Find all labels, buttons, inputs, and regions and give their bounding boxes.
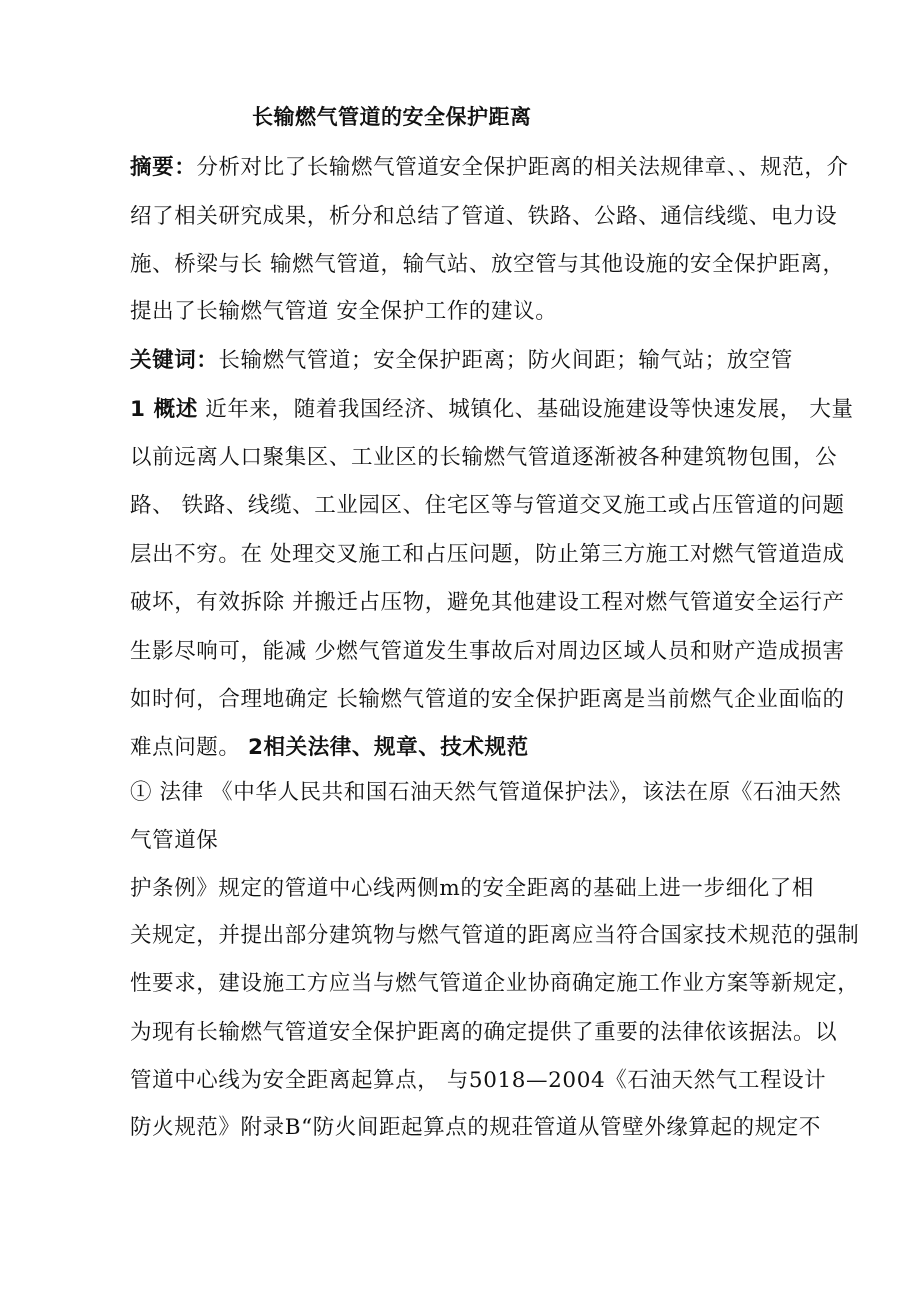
section1-line-3: 路、 铁路、线缆、工业园区、住宅区等与管道交叉施工或占压管道的问题 — [130, 493, 845, 518]
abstract-text-1: 分析对比了长输燃气管道安全保护距离的相关法规律章、、规范，介 — [196, 155, 849, 180]
document-title: 长输燃气管道的安全保护距离 — [252, 105, 532, 129]
section1-text-8: 难点问题。 — [130, 735, 248, 760]
abstract-line-3: 施、桥梁与长 输燃气管道，输气站、放空管与其他设施的安全保护距离， — [130, 252, 845, 277]
abstract-line-4: 提出了长输燃气管道 安全保护工作的建议。 — [130, 299, 558, 324]
section2-heading: 2相关法律、规章、技术规范 — [247, 735, 529, 760]
section1-text-1: 近年来，随着我国经济、城镇化、基础设施建设等快速发展， 大量 — [197, 397, 854, 422]
section1-line-5: 破坏，有效拆除 并搬迁占压物，避免其他建设工程对燃气管道安全运行产 — [130, 590, 845, 615]
section1-line-4: 层出不穷。在 处理交叉施工和占压问题，防止第三方施工对燃气管道造成 — [130, 542, 845, 567]
section2-line-5: 性要求，建设施工方应当与燃气管道企业协商确定施工作业方案等新规定， — [130, 971, 860, 996]
section2-line-3: 护条例》规定的管道中心线两侧m的安全距离的基础上进一步细化了相 — [130, 876, 814, 901]
section2-line-2: 气管道保 — [130, 828, 219, 853]
abstract-line-1 — [130, 150, 849, 181]
section2-line-8: 防火规范》附录B“防火间距起算点的规荘管道从管壁外缘算起的规定不 — [130, 1115, 821, 1140]
section1-heading: 1 概述 — [130, 397, 198, 422]
section1-line-7: 如时何，合理地确定 长输燃气管道的安全保护距离是当前燃气企业面临的 — [130, 687, 845, 712]
section2-line-1: ① 法律 《中华人民共和国石油天然气管道保护法》，该法在原《石油天然 — [130, 780, 842, 805]
abstract-line-2: 绍了相关研究成果，析分和总结了管道、铁路、公路、通信线缆、电力设 — [130, 204, 838, 229]
keywords-line — [130, 343, 793, 374]
section2-line-4: 关规定，并提出部分建筑物与燃气管道的距离应当符合国家技术规范的强制 — [130, 923, 860, 948]
abstract-label: 摘要： — [130, 155, 197, 180]
section1-line-2: 以前远离人口聚集区、工业区的长输燃气管道逐渐被各种建筑物包围，公 — [130, 445, 838, 470]
keywords-text: 长输燃气管道；安全保护距离；防火间距；输气站；放空管 — [218, 348, 794, 373]
section2-line-7: 管道中心线为安全距离起算点， 与5018—2004《石油天然气工程设计 — [130, 1068, 827, 1093]
section2-line-6: 为现有长输燃气管道安全保护距离的确定提供了重要的法律依该据法。以 — [130, 1020, 838, 1045]
section1-line-6: 生影尽响可，能减 少燃气管道发生事故后对周边区域人员和财产造成损害 — [130, 639, 845, 664]
section1-line-1 — [130, 392, 854, 423]
section1-line-8 — [130, 730, 529, 761]
keywords-label: 关键词： — [130, 348, 219, 373]
